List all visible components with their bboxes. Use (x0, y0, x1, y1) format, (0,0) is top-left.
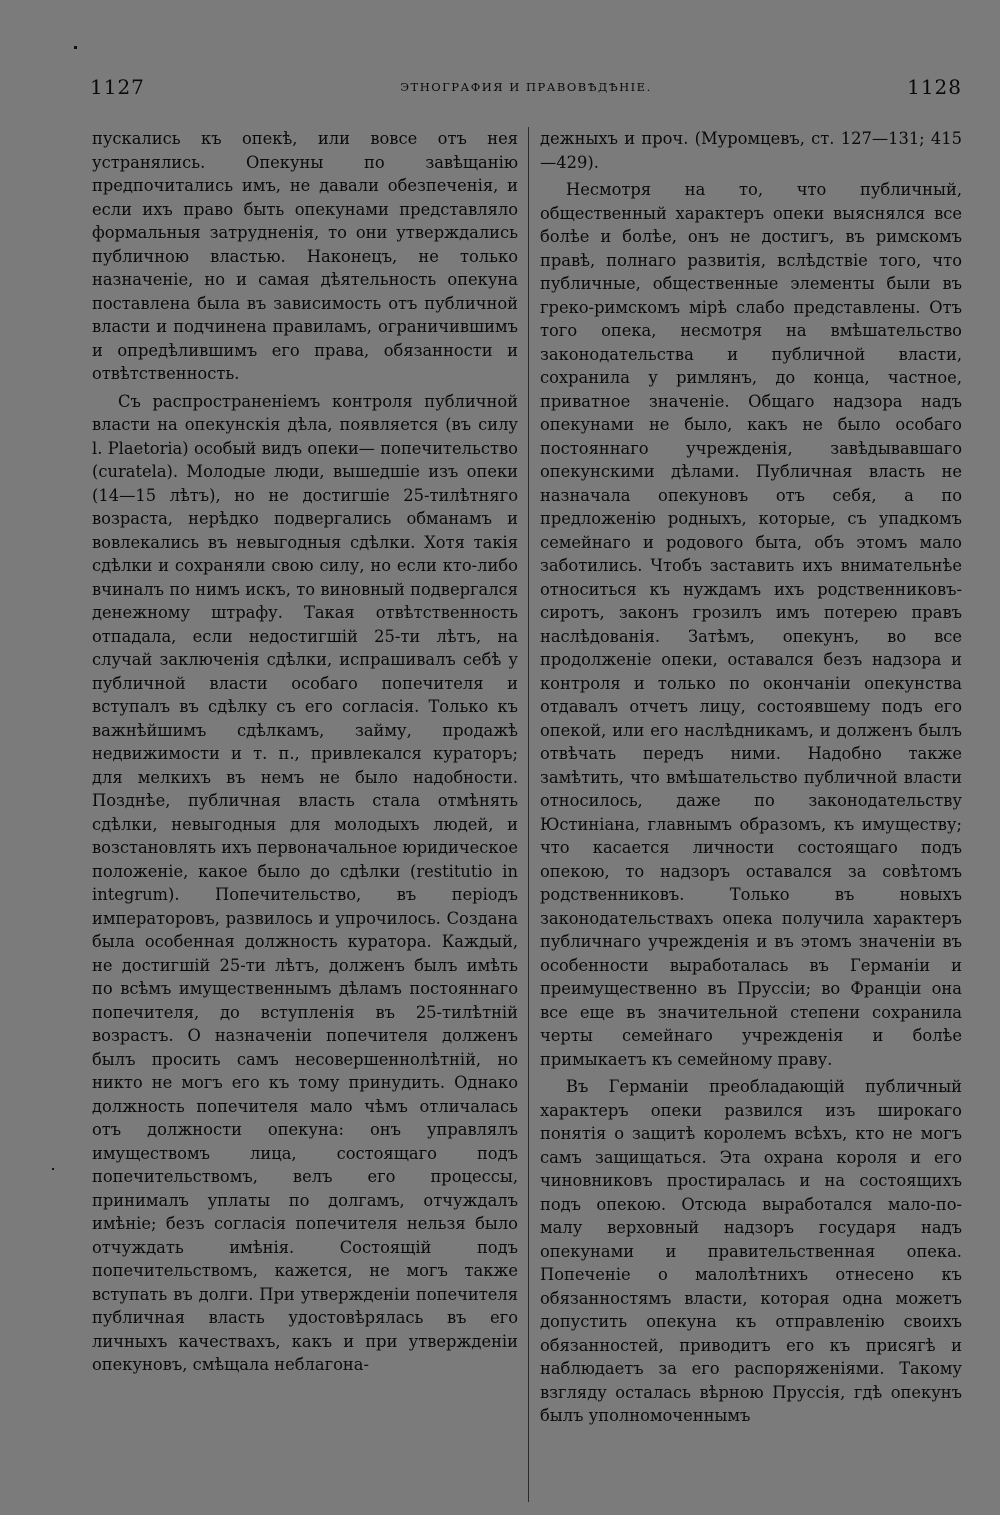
page-number-left: 1127 (90, 75, 145, 99)
column-divider (528, 127, 529, 1502)
paragraph: Съ распространеніемъ контроля публичной власти на опекунскія дѣла, появляется (въ силу l. Plaetoria) особый видъ опеки— попечительство (curatela). Молодые люди, вышедшіе изъ опеки (14—15 лѣтъ), но не достигшіе 25-тилѣтняго возраста, нерѣдко подвергались обманамъ и вовлекались въ невыгодныя сдѣлки. Хотя такія сдѣлки и сохраняли свою силу, но если кто-либо вчиналъ по нимъ искъ, то виновный подвергался денежному штрафу. Такая отвѣтственность отпадала, если недостигшій 25-ти лѣтъ, на случай заключенія сдѣлки, испрашивалъ себѣ у публичной власти особаго попечителя и вступалъ въ сдѣлку съ его согласія. Только къ важнѣйшимъ сдѣлкамъ, займу, продажѣ недвижимости и т. п., привлекался кураторъ; для мелкихъ въ немъ не было надобности. Позднѣе, публичная власть стала отмѣнять сдѣлки, невыгодныя для молодыхъ людей, и возстановлять ихъ первоначальное юридическое положеніе, какое было до сдѣлки (restitutio in integrum). Попечительство, въ періодъ императоровъ, развилось и упрочилось. Создана была особенная должность куратора. Каждый, не достигшій 25-ти лѣтъ, долженъ былъ имѣть по всѣмъ имущественнымъ дѣламъ постояннаго попечителя, до вступленія въ 25-тилѣтній возрастъ. О назначеніи попечителя долженъ былъ просить самъ несовершеннолѣтній, но никто не могъ его къ тому принудить. Однако должность попечителя мало чѣмъ отличалась отъ должности опекуна: онъ управлялъ имуществомъ лица, состоящаго подъ попечительствомъ, велъ его процессы, принималъ уплаты по долгамъ, отчуждалъ имѣніе; безъ согласія попечителя нельзя было отчуждать имѣнія. Состоящій подъ попечительствомъ, кажется, не могъ также вступать въ долги. При утвержденіи попечителя публичная власть удостовѣрялась въ его личныхъ качествахъ, какъ и при утвержденіи опекуновъ, смѣщала неблагона- (92, 391, 518, 1374)
page-header (90, 75, 962, 105)
running-title: ЭТНОГРАФИЯ И ПРАВОВѢДѢНІЕ. (400, 80, 652, 94)
scan-speck (52, 1168, 54, 1170)
left-column (92, 127, 518, 1381)
paragraph: Несмотря на то, что публичный, общественный характеръ опеки выяснялся все болѣе и болѣе, онъ не достигъ, въ римскомъ правѣ, полнаго развитія, вслѣдствіе того, что публичные, общественные элементы были въ греко-римскомъ мірѣ слабо представлены. Отъ того опека, несмотря на вмѣшательство законодательства и публичной власти, сохранила у римлянъ, до конца, частное, приватное значеніе. Общаго надзора надъ опекунами не было, какъ не было особаго постояннаго учрежденія, завѣдывавшаго опекунскими дѣлами. Публичная власть не назначала опекуновъ отъ себя, а по предложенію родныхъ, которые, съ упадкомъ семейнаго и родового быта, объ этомъ мало заботились. Чтобъ заставить ихъ внимательнѣе относиться къ нуждамъ ихъ родственниковъ-сиротъ, законъ грозилъ имъ потерею правъ наслѣдованія. Затѣмъ, опекунъ, во все продолженіе опеки, оставался безъ надзора и контроля и только по окончаніи опекунства отдавалъ отчетъ лицу, состоявшему подъ его опекой, или его наслѣдникамъ, и долженъ былъ отвѣчать передъ ними. Надобно также замѣтить, что вмѣшательство публичной власти относилось, даже по законодательству Юстиніана, главнымъ образомъ, къ имуществу; что касается личности состоящаго подъ опекою, то надзоръ оставался за совѣтомъ родственниковъ. Только въ новыхъ законодательствахъ опека получила характеръ публичнаго учрежденія и въ этомъ значеніи въ особенности выработалась въ Германіи и преимущественно въ Пруссіи; во Франціи она все еще въ значительной степени сохранила черты семейнаго учрежденія и болѣе примыкаетъ къ семейному праву. (540, 180, 962, 1069)
page-number-right: 1128 (907, 75, 962, 99)
paragraph: Въ Германіи преобладающій публичный характеръ опеки развился изъ широкаго понятія о защитѣ королемъ всѣхъ, кто не могъ самъ защищаться. Эта охрана короля и его чиновниковъ простиралась и на состоящихъ подъ опекою. Отсюда выработался мало-по-малу верховный надзоръ государя надъ опекунами и правительственная опека. Попеченіе о малолѣтнихъ отнесено къ обязанностямъ власти, которая одна можетъ допустить опекуна къ отправленію своихъ обязанностей, приводитъ его къ присягѣ и наблюдаетъ за его распоряженіями. Такому взгляду осталась вѣрною Пруссія, гдѣ опекунъ былъ уполномоченнымъ (540, 1077, 962, 1425)
paragraph: пускались къ опекѣ, или вовсе отъ нея устранялись. Опекуны по завѣщанію предпочитались имъ, не давали обезпеченія, и если ихъ право быть опекунами представляло формальныя затрудненія, то они утверждались публичною властью. Наконецъ, не только назначеніе, но и самая дѣятельность опекуна поставлена была въ зависимость отъ публичной власти и подчинена правиламъ, ограничившимъ и опредѣлившимъ его права, обязанности и отвѣтственность. (92, 129, 518, 383)
paragraph: дежныхъ и проч. (Муромцевъ, ст. 127—131; 415—429). (540, 129, 962, 172)
scan-speck (74, 46, 77, 49)
right-column (540, 127, 962, 1432)
